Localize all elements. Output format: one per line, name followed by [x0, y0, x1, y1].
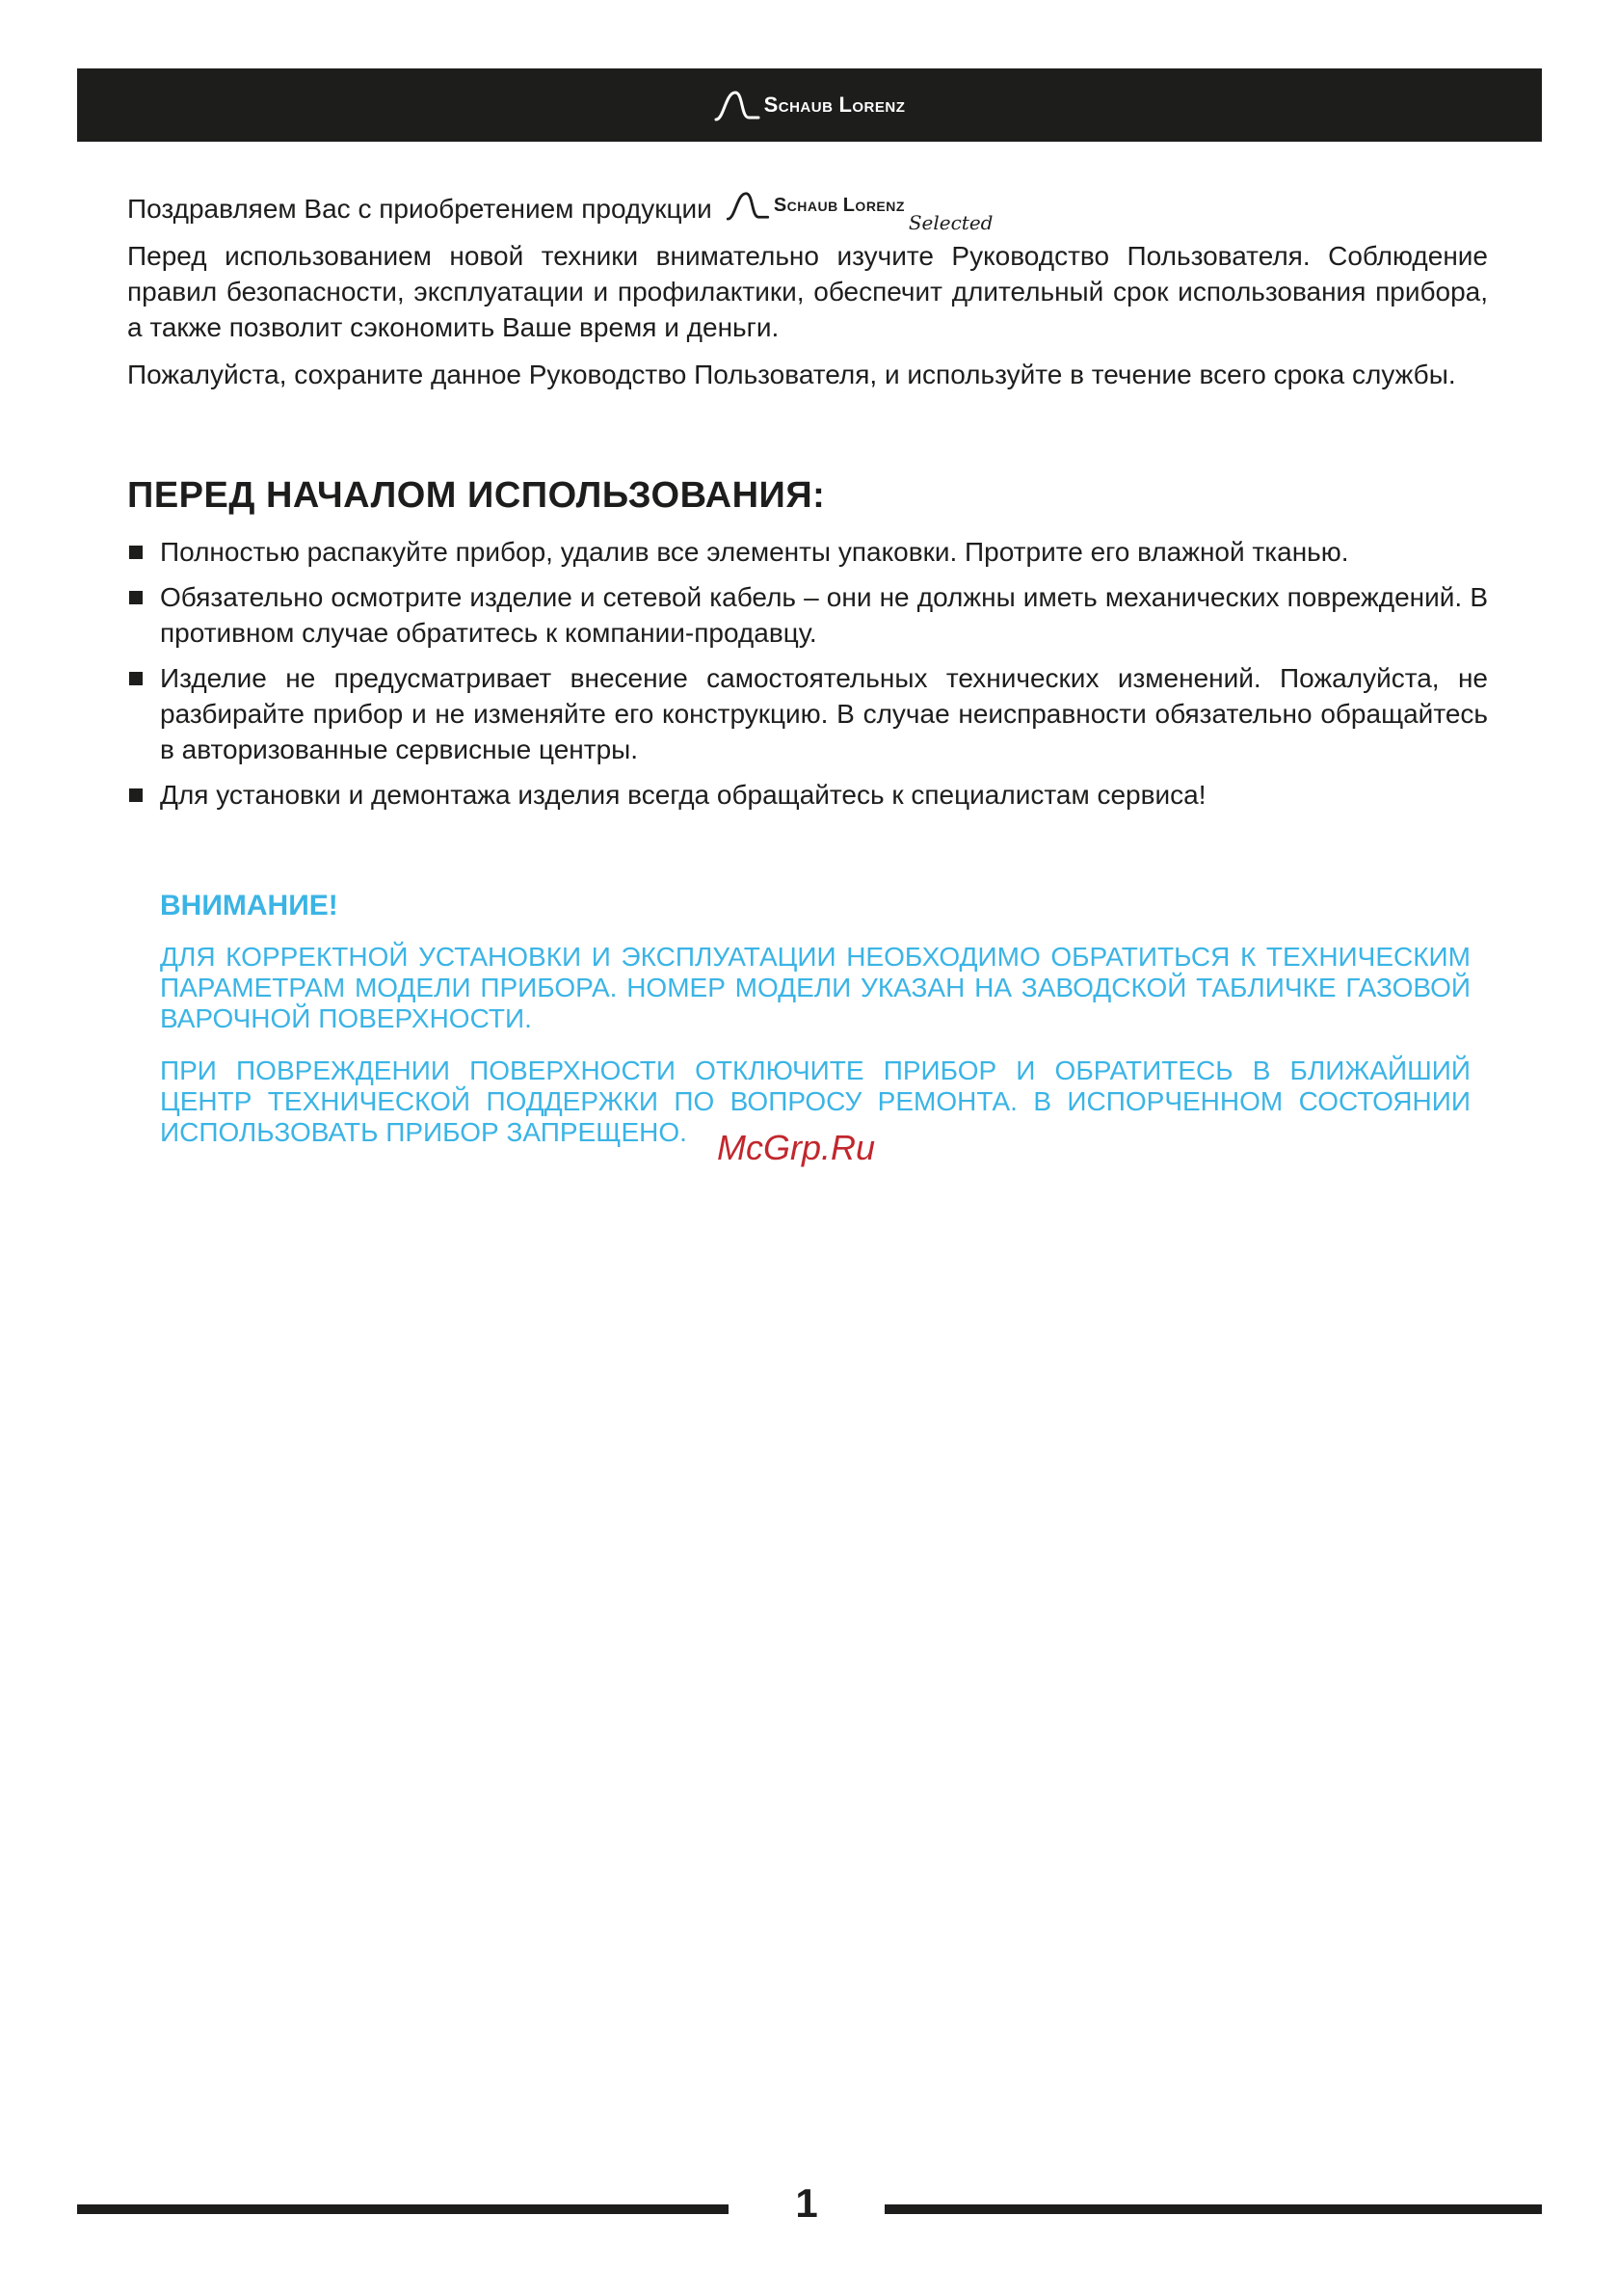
brand-selected-label: Selected [908, 211, 994, 234]
list-item [127, 534, 1488, 570]
list-item-text: Обязательно осмотрите изделие и сетевой кабель – они не должны иметь механических повреждений. В противном случае обратитесь к компании-продавцу. [160, 582, 1488, 648]
brand-name-second: Lorenz [838, 93, 906, 117]
brand-name-first: Schaub [763, 93, 834, 117]
warning-title: ВНИМАНИЕ! [160, 890, 338, 921]
inline-brand-logo [726, 190, 994, 232]
section-title: ПЕРЕД НАЧАЛОМ ИСПОЛЬЗОВАНИЯ: [127, 475, 826, 516]
footer-rule-left [77, 2204, 729, 2214]
bullet-square-icon [129, 788, 143, 802]
brand-wave-icon [714, 89, 760, 121]
list-item [127, 777, 1488, 813]
inline-brand-second: Lorenz [842, 194, 905, 216]
list-item-text: Полностью распакуйте прибор, удалив все элементы упаковки. Протрите его влажной тканью. [160, 537, 1349, 567]
watermark: McGrp.Ru [717, 1128, 876, 1167]
congrats-text: Поздравляем Вас с приобретением продукции [127, 194, 712, 224]
bullet-square-icon [129, 672, 143, 685]
intro-paragraph-2: Пожалуйста, сохраните данное Руководство Пользователя, и используйте в течение всего срока службы. [127, 360, 1456, 389]
header-bar [77, 68, 1542, 142]
precautions-list [127, 534, 1488, 813]
list-item-text: Изделие не предусматривает внесение самостоятельных технических изменений. Пожалуйста, не разбирайте прибор и не изменяйте его конструкцию. В случае неисправности обязательно обращайтесь в авторизованные сервисные центры. [160, 663, 1488, 764]
list-item [127, 579, 1488, 651]
intro-section [127, 188, 1488, 392]
list-item [127, 660, 1488, 767]
brand-wave-icon [726, 190, 770, 221]
congrats-line [127, 188, 1488, 234]
inline-brand-first: Schaub [773, 194, 838, 216]
warning-paragraph-1: ДЛЯ КОРРЕКТНОЙ УСТАНОВКИ И ЭКСПЛУАТАЦИИ НЕОБХОДИМО ОБРАТИТЬСЯ К ТЕХНИЧЕСКИМ ПАРАМЕТРАМ МОДЕЛИ ПРИБОРА. НОМЕР МОДЕЛИ УКАЗАН НА ЗАВОДСКОЙ ТАБЛИЧКЕ ГАЗОВОЙ ВАРОЧНОЙ ПОВЕРХНОСТИ. [160, 942, 1471, 1033]
bullet-square-icon [129, 591, 143, 604]
list-item-text: Для установки и демонтажа изделия всегда обращайтесь к специалистам сервиса! [160, 780, 1207, 810]
page-number: 1 [795, 2180, 818, 2226]
page-content [127, 188, 1488, 1169]
footer-rule-right [885, 2204, 1542, 2214]
warning-block [160, 890, 1471, 1148]
warning-paragraph-2: ПРИ ПОВРЕЖДЕНИИ ПОВЕРХНОСТИ ОТКЛЮЧИТЕ ПРИБОР И ОБРАТИТЕСЬ В БЛИЖАЙШИЙ ЦЕНТР ТЕХНИЧЕСКОЙ ПОДДЕРЖКИ ПО ВОПРОСУ РЕМОНТА. В ИСПОРЧЕННОМ СОСТОЯНИИ ИСПОЛЬЗОВАТЬ ПРИБОР ЗАПРЕЩЕНО. [160, 1055, 1471, 1147]
bullet-square-icon [129, 546, 143, 559]
intro-paragraph-1: Перед использованием новой техники внимательно изучите Руководство Пользователя. Соблюдение правил безопасности, эксплуатации и профилактики, обеспечит длительный срок использования прибора, а также позволит сэкономить Ваше время и деньги. [127, 241, 1488, 342]
brand-logo [714, 89, 906, 121]
